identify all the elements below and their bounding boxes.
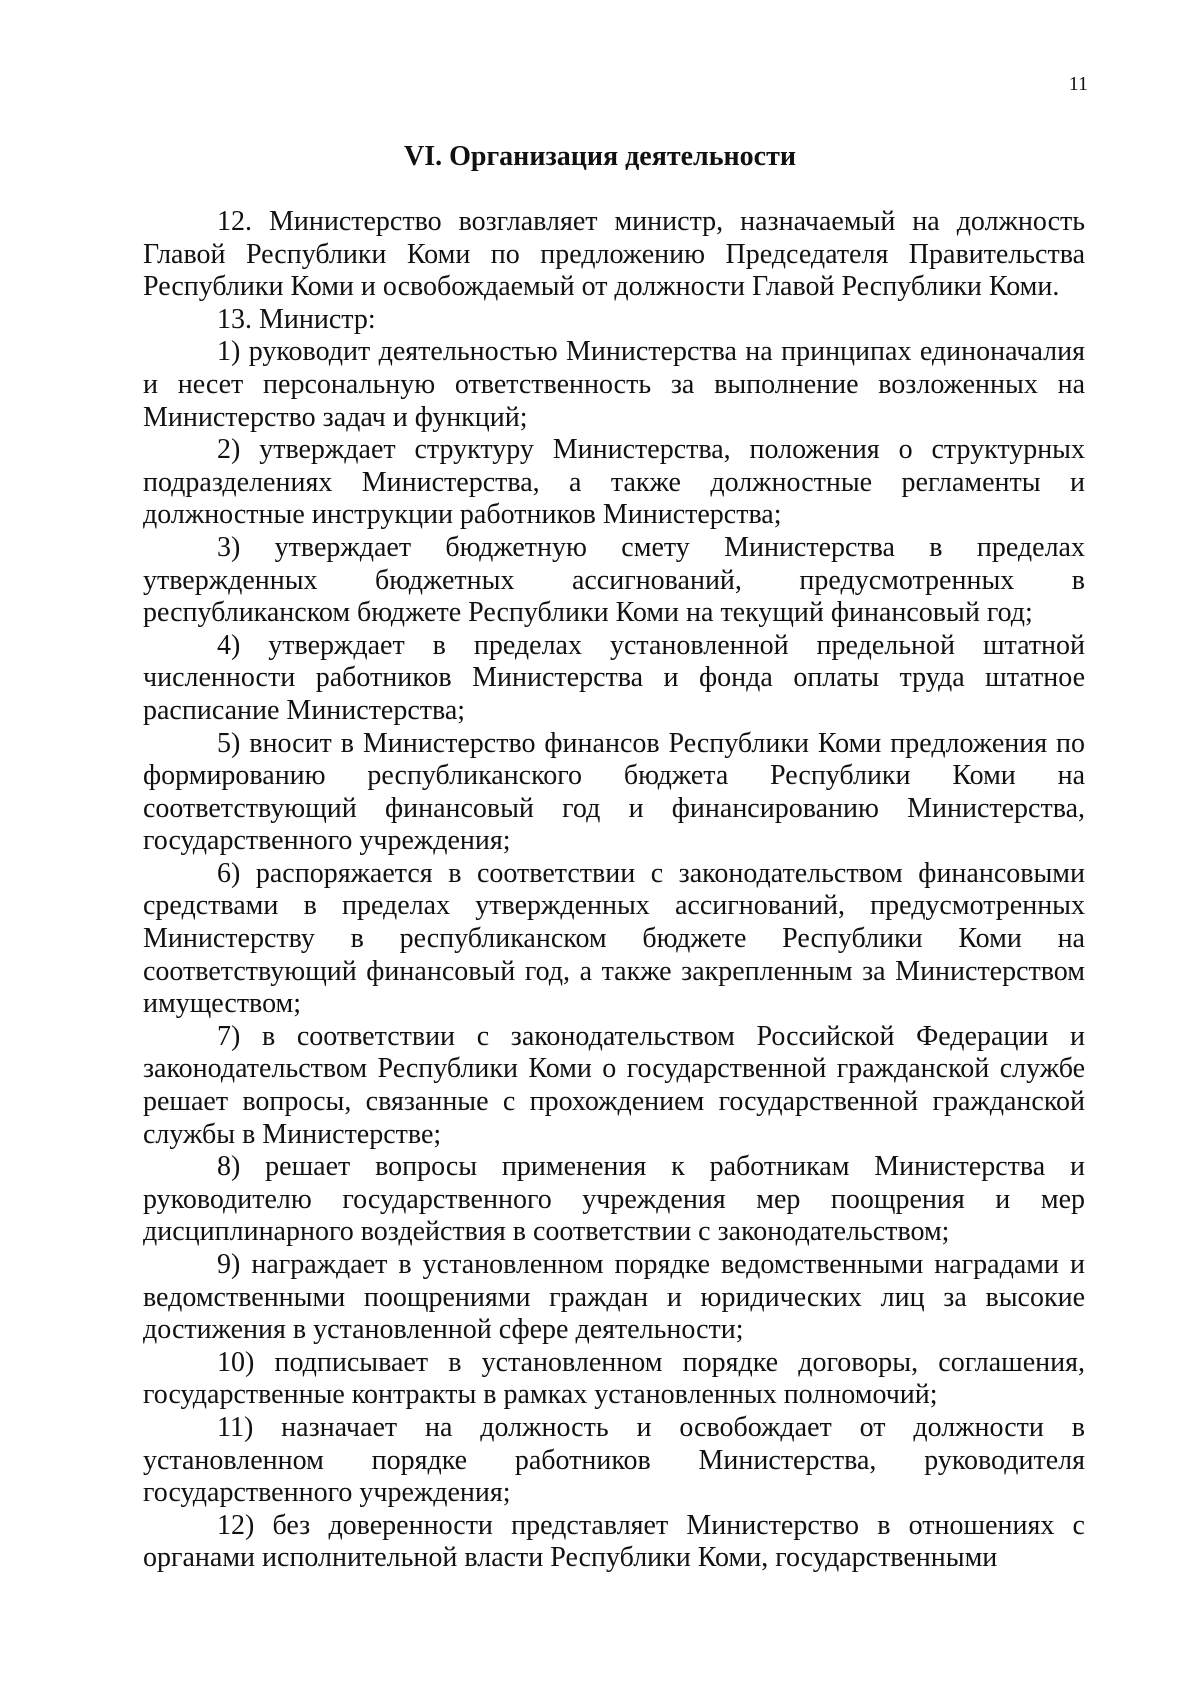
list-item-12: 12) без доверенности представляет Министерство в отношениях с органами исполнительной власти Республики Коми, государственными xyxy=(143,1509,1085,1574)
list-item-3: 3) утверждает бюджетную смету Министерства в пределах утвержденных бюджетных ассигнований, предусмотренных в республиканском бюджете Республики Коми на текущий финансовый год; xyxy=(143,531,1085,629)
list-item-8: 8) решает вопросы применения к работникам Министерства и руководителю государственного учреждения мер поощрения и мер дисциплинарного воздействия в соответствии с законодательством; xyxy=(143,1151,1085,1248)
section-title: VI. Организация деятельности xyxy=(404,141,796,172)
page-number: 11 xyxy=(1068,73,1088,95)
list-item-10: 10) подписывает в установленном порядке договоры, соглашения, государственные контракты в рамках установленных полномочий; xyxy=(143,1346,1085,1411)
list-item-1: 1) руководит деятельностью Министерства на принципах единоначалия и несет персональную ответственность за выполнение возложенных на Министерство задач и функций; xyxy=(143,336,1085,433)
list-item-6: 6) распоряжается в соответствии с законодательством финансовыми средствами в пределах утвержденных ассигнований, предусмотренных Министерству в республиканском бюджете Республики Коми на соответствующий финансовый год, а также закрепленным за Министерством имуществом; xyxy=(143,857,1085,1020)
body-text xyxy=(143,206,1085,1575)
paragraph-ministry-head: 12. Министерство возглавляет министр, назначаемый на должность Главой Республики Коми по предложению Председателя Правительства Республики Коми и освобождаемый от должности Главой Республики Коми. xyxy=(143,206,1085,303)
paragraph-minister-heading: 13. Министр: xyxy=(217,303,376,335)
list-item-2: 2) утверждает структуру Министерства, положения о структурных подразделениях Министерства, а также должностные регламенты и должностные инструкции работников Министерства; xyxy=(143,434,1085,531)
list-item-9: 9) награждает в установленном порядке ведомственными наградами и ведомственными поощрениями граждан и юридических лиц за высокие достижения в установленной сфере деятельности; xyxy=(143,1249,1085,1346)
list-item-4: 4) утверждает в пределах установленной предельной штатной численности работников Министерства и фонда оплаты труда штатное расписание Министерства; xyxy=(143,629,1085,726)
list-item-7: 7) в соответствии с законодательством Российской Федерации и законодательством Республики Коми о государственной гражданской службе решает вопросы, связанные с прохождением государственной гражданской службы в Министерстве; xyxy=(143,1020,1085,1150)
list-item-5: 5) вносит в Министерство финансов Республики Коми предложения по формированию республиканского бюджета Республики Коми на соответствующий финансовый год и финансированию Министерства, государственного учреждения; xyxy=(143,727,1085,857)
list-item-11: 11) назначает на должность и освобождает от должности в установленном порядке работников Министерства, руководителя государственного учреждения; xyxy=(143,1411,1085,1509)
